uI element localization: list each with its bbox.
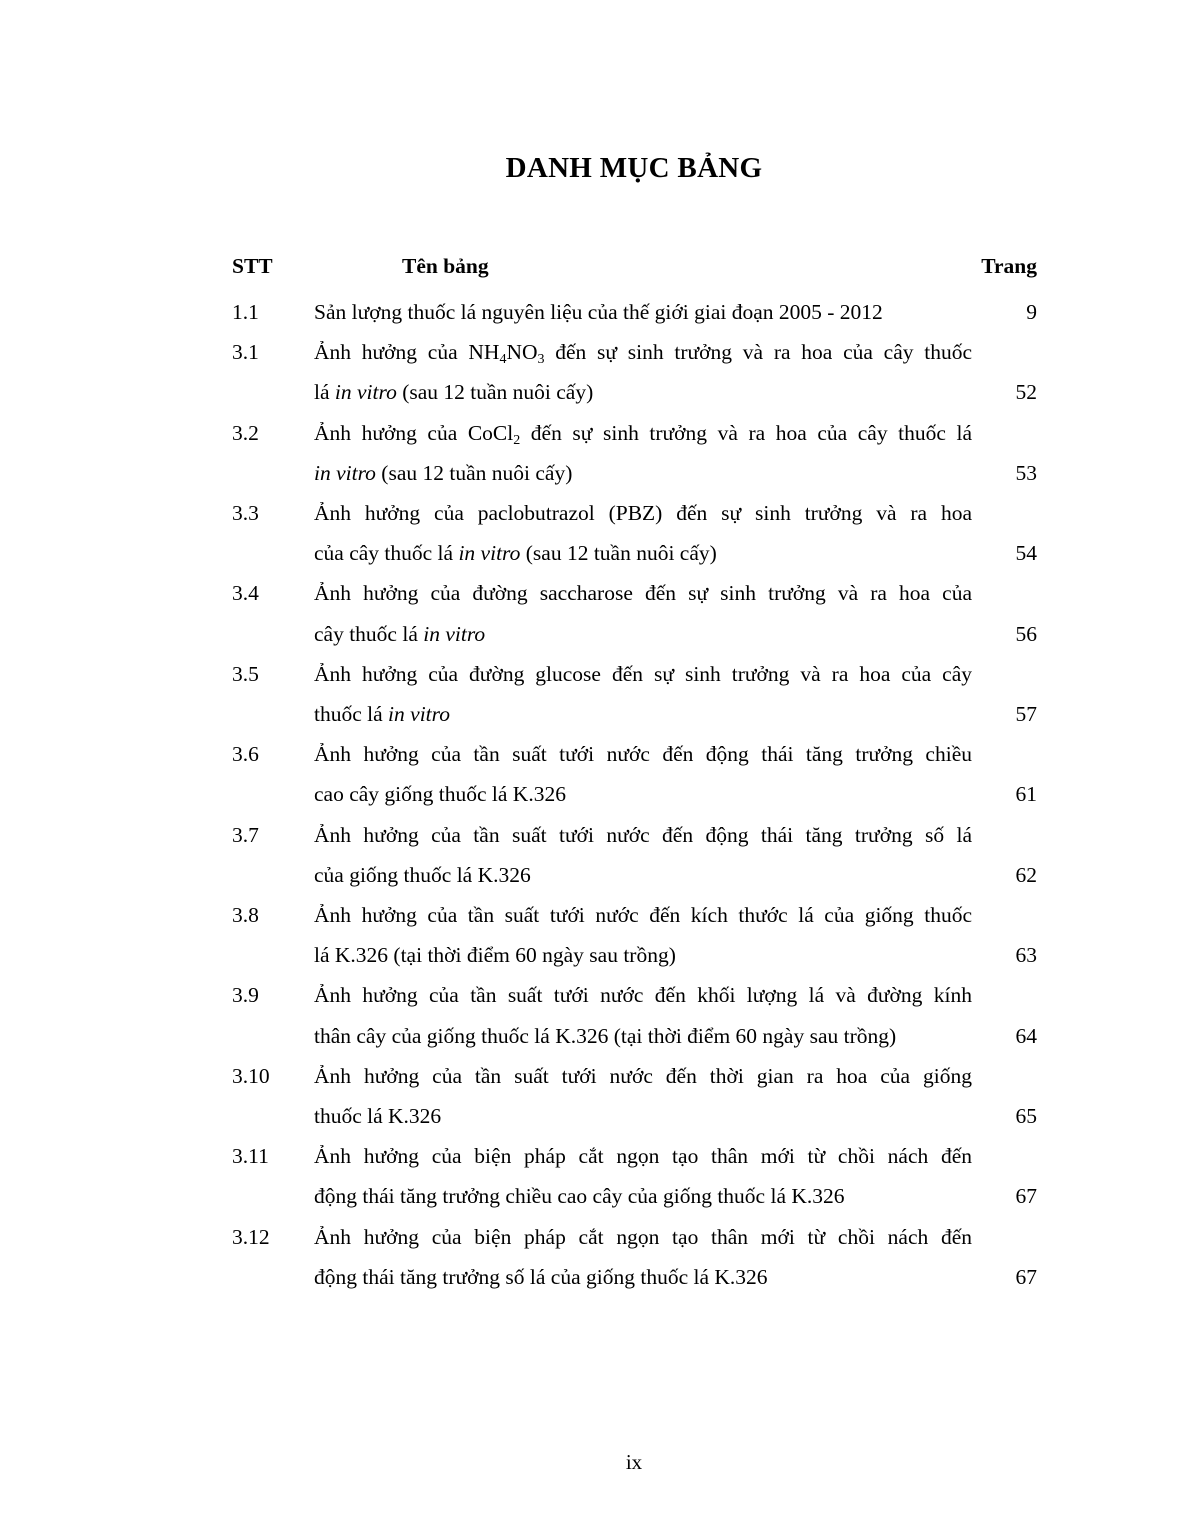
entry-number: 3.12 [232,1224,270,1249]
entry-number: 3.11 [232,1144,269,1169]
entry-page: 65 [1015,1104,1037,1129]
header-name: Tên bảng [402,254,489,278]
toc-entry[interactable] [232,734,1037,814]
entry-title: Ảnh hưởng của $NH_4NO_3$ đến sự sinh trưởng và ra hoa của cây thuốc lá in vitro (sau 12 tuần nuôi cấy) [314,340,972,405]
toc-entry[interactable] [232,654,1037,734]
entry-page: 67 [1015,1264,1037,1289]
toc-entry[interactable] [232,413,1037,493]
toc-entry[interactable] [232,895,1037,975]
entry-number: 3.3 [232,501,259,526]
entry-page: 9 [1026,300,1037,324]
entry-page: 57 [1015,702,1037,727]
toc-entry[interactable] [232,493,1037,573]
toc-entry[interactable] [232,332,1037,412]
toc-entry[interactable] [232,815,1037,895]
entry-number: 3.1 [232,340,259,365]
entry-page: 54 [1015,541,1037,566]
entry-number: 3.8 [232,903,259,928]
entry-number: 3.7 [232,822,259,847]
entry-page: 63 [1015,943,1037,968]
page-number: ix [625,1450,643,1474]
entry-number: 1.1 [232,300,259,324]
entry-title: Ảnh hưởng của paclobutrazol (PBZ) đến sự sinh trưởng và ra hoa của cây thuốc lá in vitro (sau 12 tuần nuôi cấy) [314,501,972,566]
entry-page: 64 [1015,1023,1037,1048]
entry-number: 3.4 [232,581,259,606]
entry-title: Ảnh hưởng của tần suất tưới nước đến động thái tăng trưởng số lá của giống thuốc lá K.326 [314,822,972,887]
entry-page: 52 [1015,380,1037,405]
entry-title: Ảnh hưởng của biện pháp cắt ngọn tạo thân mới từ chồi nách đến động thái tăng trưởng chiều cao cây của giống thuốc lá K.326 [314,1144,972,1209]
entry-title: Ảnh hưởng của tần suất tưới nước đến kích thước lá của giống thuốc lá K.326 (tại thời điểm 60 ngày sau trồng) [314,903,972,968]
toc-entry[interactable] [232,1136,1037,1216]
entry-title: Ảnh hưởng của CoCl$_2$ đến sự sinh trưởng và ra hoa của cây thuốc lá in vitro (sau 12 tuần nuôi cấy) [314,420,972,485]
entry-page: 62 [1015,862,1037,887]
toc-entry[interactable] [232,292,1037,332]
entry-number: 3.5 [232,661,259,686]
entry-page: 53 [1015,460,1037,485]
entry-title: Ảnh hưởng của biện pháp cắt ngọn tạo thân mới từ chồi nách đến động thái tăng trưởng số lá của giống thuốc lá K.326 [314,1224,972,1289]
entry-title: Ảnh hưởng của tần suất tưới nước đến thời gian ra hoa của giống thuốc lá K.326 [314,1063,972,1129]
entry-title: Ảnh hưởng của tần suất tưới nước đến khối lượng lá và đường kính thân cây của giống thuốc lá K.326 (tại thời điểm 60 ngày sau trồng) [314,983,972,1048]
entry-number: 3.10 [232,1063,270,1088]
entry-number: 3.2 [232,420,259,445]
toc-header [232,254,1037,292]
entry-number: 3.6 [232,742,259,767]
toc-entry[interactable] [232,1056,1037,1136]
toc-entry[interactable] [232,1217,1037,1297]
entry-page: 67 [1015,1184,1037,1209]
page-title: DANH MỤC BẢNG [505,152,763,184]
toc-entry[interactable] [232,975,1037,1055]
table-of-tables [232,254,1037,1297]
entry-title: Ảnh hưởng của đường glucose đến sự sinh trưởng và ra hoa của cây thuốc lá in vitro [314,661,972,727]
entry-page: 56 [1015,621,1037,646]
entry-number: 3.9 [232,983,259,1008]
entry-title: Ảnh hưởng của đường saccharose đến sự sinh trưởng và ra hoa của cây thuốc lá in vitro [314,581,972,646]
entry-page: 61 [1015,782,1037,807]
header-page: Trang [981,254,1037,278]
entry-title: Ảnh hưởng của tần suất tưới nước đến động thái tăng trưởng chiều cao cây giống thuốc lá K.326 [314,742,972,807]
toc-entry[interactable] [232,573,1037,653]
entry-title: Sản lượng thuốc lá nguyên liệu của thế giới giai đoạn 2005 - 2012 [314,300,883,324]
header-stt: STT [232,254,273,278]
